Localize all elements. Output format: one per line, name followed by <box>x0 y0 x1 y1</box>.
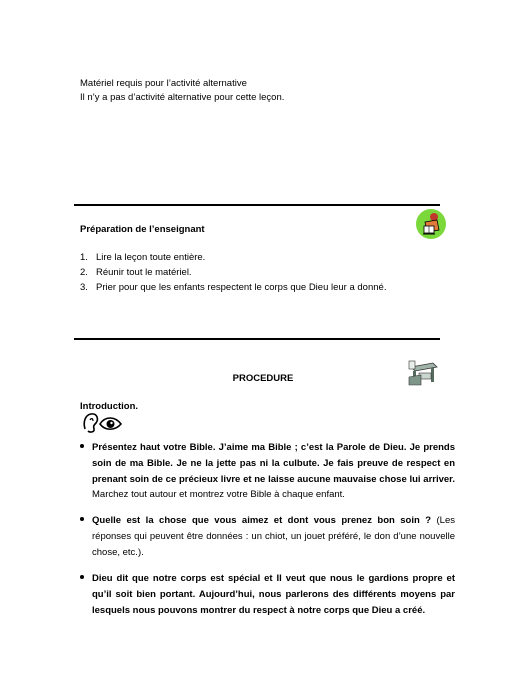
list-item <box>80 513 455 560</box>
list-item <box>80 440 455 503</box>
teacher-reading-icon <box>415 208 447 240</box>
teacher-prep-heading: Préparation de l’enseignant <box>80 224 205 235</box>
bullet-dot <box>80 575 84 579</box>
bullet-dot <box>80 444 84 448</box>
ear-eye-icon <box>81 412 123 434</box>
introduction-heading: Introduction. <box>80 401 139 412</box>
prep-step: 2. Réunir tout le matériel. <box>80 267 192 278</box>
classroom-desk-icon <box>407 357 439 387</box>
teacher-prep-steps <box>80 250 386 295</box>
bullet-dot <box>80 517 84 521</box>
list-item <box>80 571 455 618</box>
prep-step: 1. Lire la leçon toute entière. <box>80 252 206 263</box>
prep-step: 3. Prier pour que les enfants respectent le corps que Dieu leur a donné. <box>80 282 387 293</box>
bullet-text: Dieu dit que notre corps est spécial et Il veut que nous le gardions propre et qu’il soit bien portant. Aujourd’hui, nous parlerons des différents moyens par lesquels nous pouvons montrer du respect à notre corps que Dieu a créé. <box>92 573 455 616</box>
section-divider <box>74 338 440 340</box>
bullet-text: Quelle est la chose que vous aimez et dont vous prenez bon soin ? (Les réponses qui peuvent être données : un chiot, un jouet préféré, le don d’une nouvelle chose, etc.). <box>92 515 455 558</box>
bullet-text: Présentez haut votre Bible. J’aime ma Bible ; c’est la Parole de Dieu. Je prends soin de ma Bible. Je ne la jette pas ni la culbute. Je fais preuve de respect en prenant soin de ce précieux livre et ne laisse aucune mauvaise chose lui arriver. Marchez tout autour et montrez votre Bible à chaque enfant. <box>92 442 455 501</box>
section-divider <box>74 204 440 206</box>
alt-activity-body: Il n’y a pas d’activité alternative pour cette leçon. <box>80 92 285 103</box>
procedure-title: PROCEDURE <box>232 373 294 384</box>
alt-activity-heading: Matériel requis pour l’activité alternative <box>80 78 247 89</box>
